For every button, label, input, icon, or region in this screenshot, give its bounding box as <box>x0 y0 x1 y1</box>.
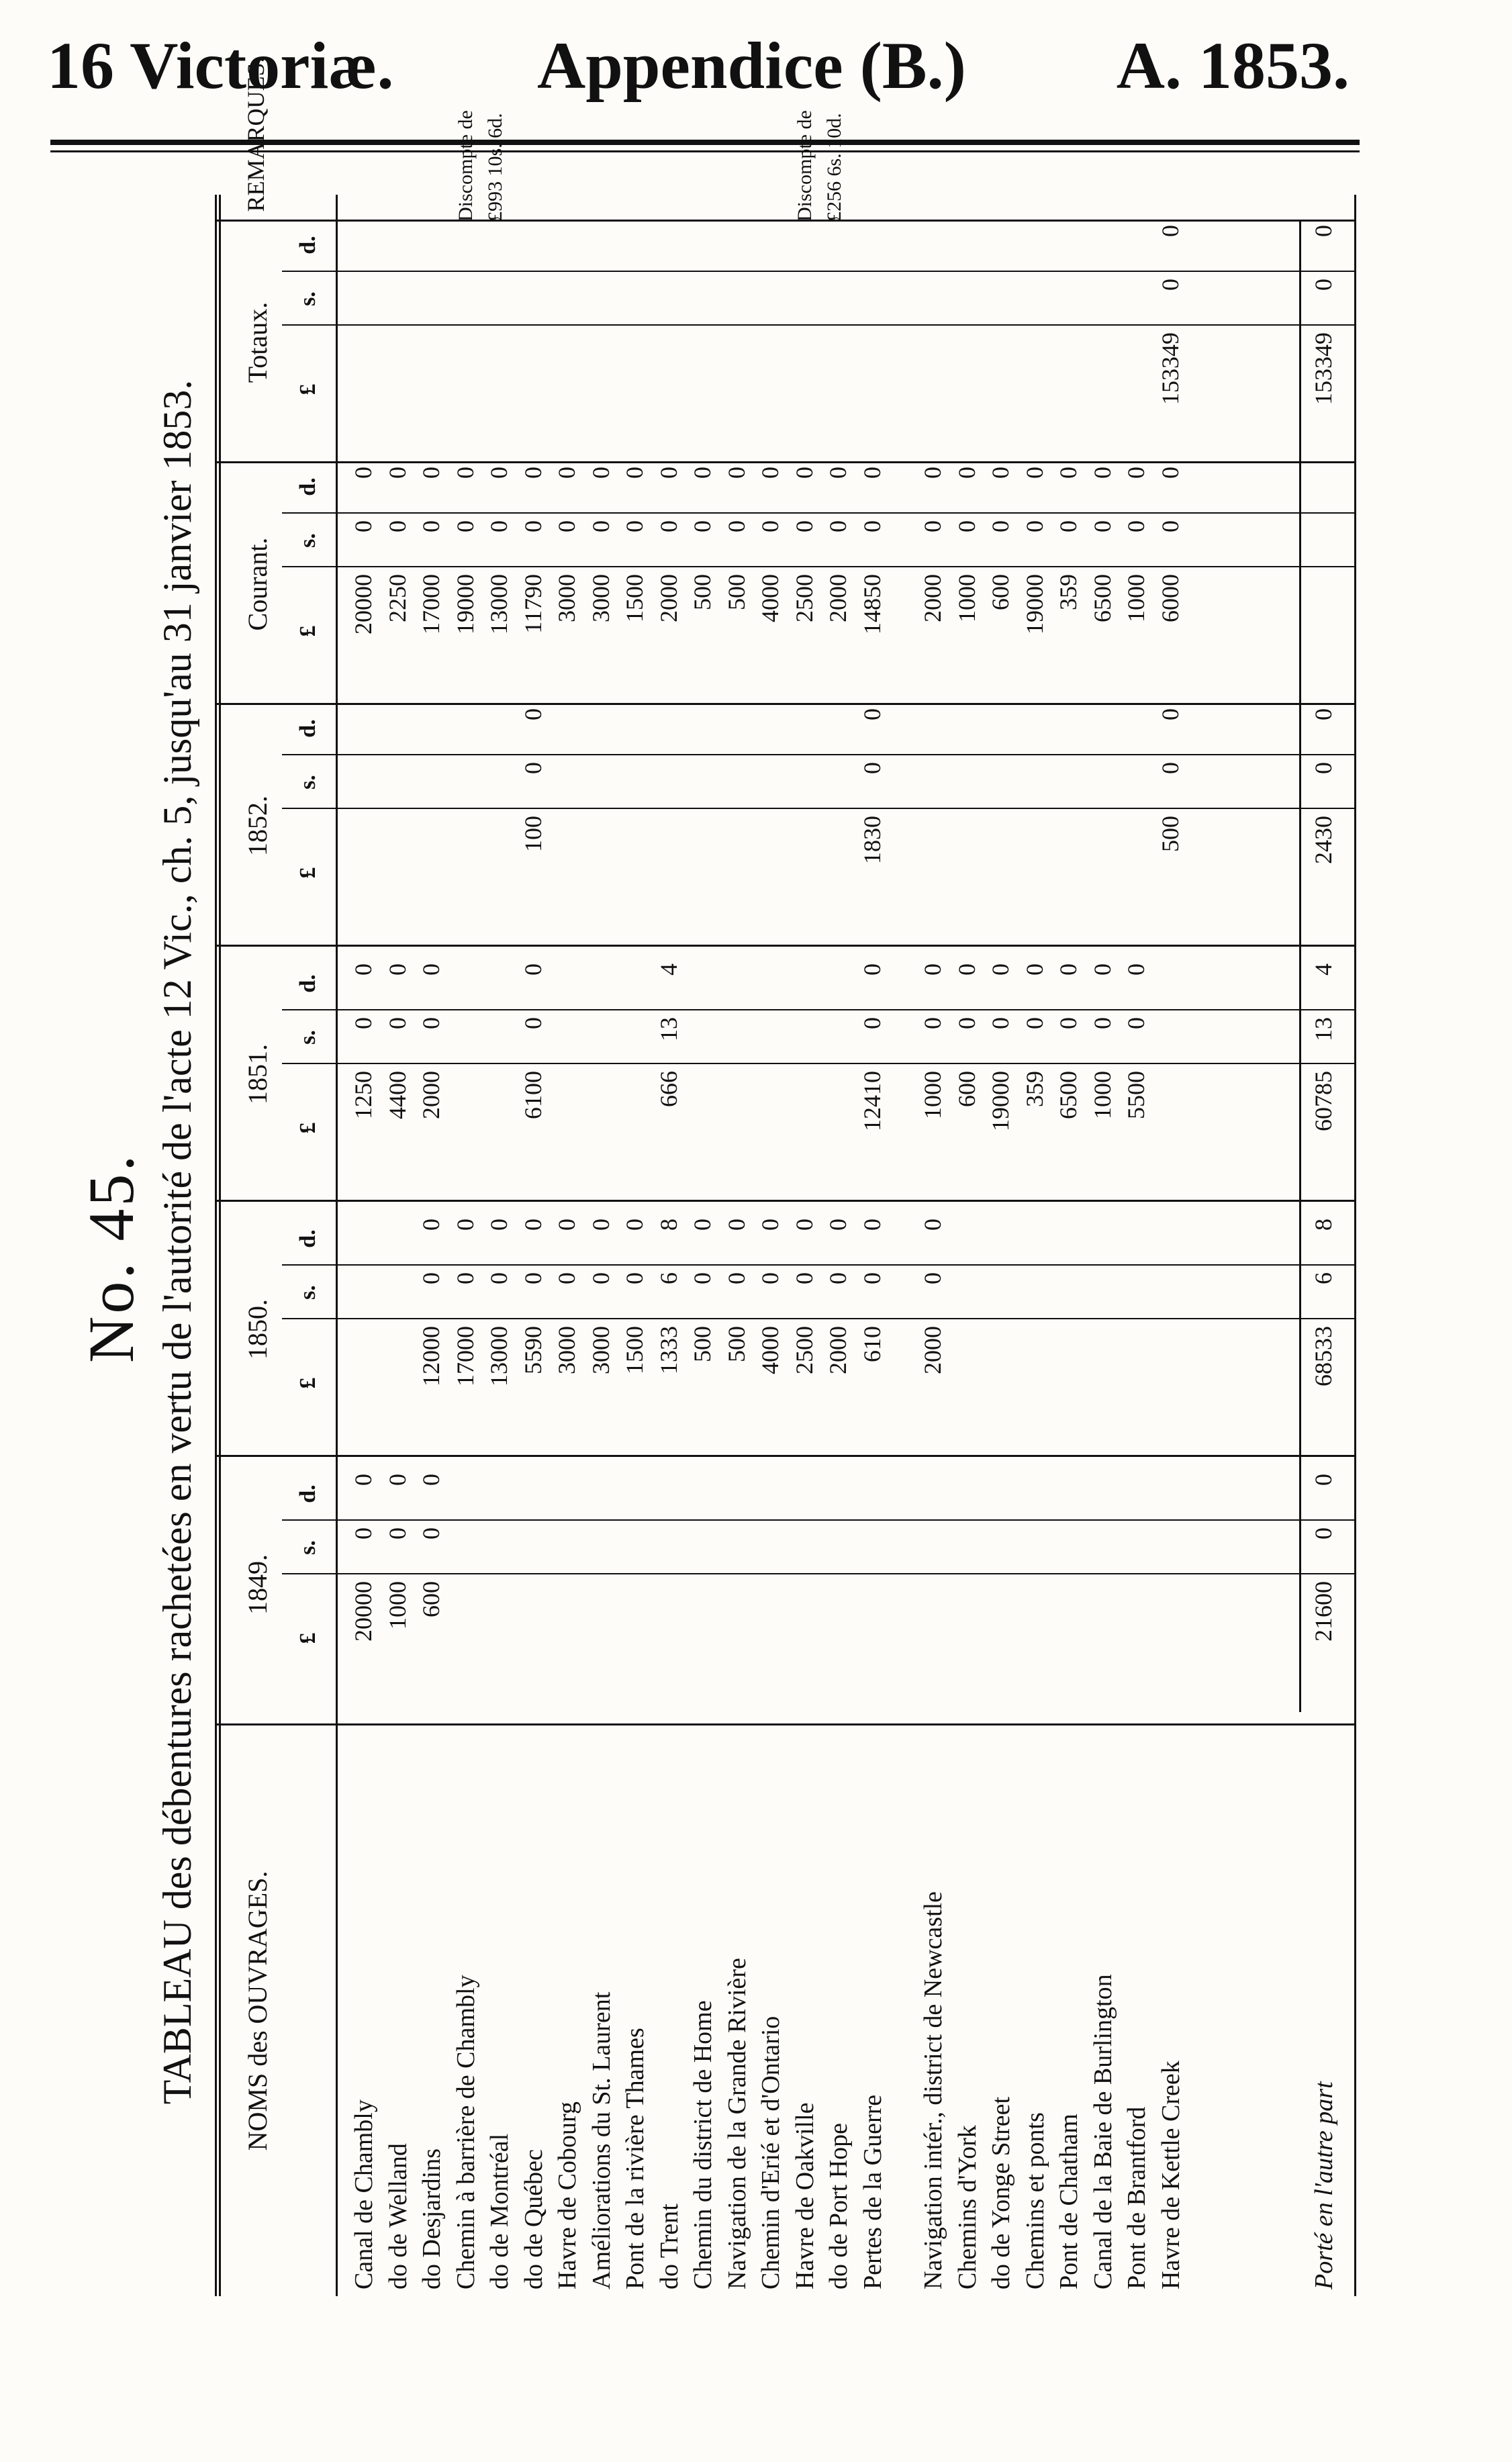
cell-pence: 0 <box>689 467 716 479</box>
cell-pence: 0 <box>418 467 444 479</box>
cell-pence: 0 <box>553 1219 580 1231</box>
cell-pound: 1000 <box>953 574 980 622</box>
unit-pound: £ <box>295 383 320 395</box>
cell-shilling: 0 <box>790 1272 818 1284</box>
cell-pence: 0 <box>1088 467 1116 479</box>
cell-pound: 1000 <box>1088 1071 1116 1119</box>
cell-pence: 0 <box>919 1219 946 1231</box>
cell-pound: 1250 <box>350 1071 377 1119</box>
cell-shilling: 0 <box>919 1272 946 1284</box>
cell-shilling: 0 <box>858 520 886 532</box>
total-pound: 68533 <box>1310 1326 1337 1386</box>
column-divider <box>215 220 1356 222</box>
remark-discount <box>790 110 849 222</box>
cell-pound: 666 <box>655 1071 682 1107</box>
cell-shilling: 0 <box>621 520 648 532</box>
cell-pence: 0 <box>519 963 547 976</box>
cell-pound: 3000 <box>587 574 614 622</box>
total-shilling: 0 <box>1310 1527 1337 1540</box>
cell-pence: 0 <box>790 1219 818 1231</box>
row-name: Pont de la rivière Thames <box>621 2028 649 2289</box>
total-pound: 153349 <box>1310 332 1337 405</box>
cell-pence: 0 <box>919 467 946 479</box>
cell-pence: 0 <box>987 963 1014 976</box>
cell-pence: 0 <box>519 708 547 720</box>
cell-pound: 600 <box>987 574 1014 610</box>
cell-shilling: 0 <box>350 1017 377 1029</box>
cell-pound: 5590 <box>519 1326 547 1374</box>
cell-shilling: 0 <box>858 1017 886 1029</box>
cell-pence: 0 <box>519 467 547 479</box>
col-header-1852: 1852. <box>242 796 273 856</box>
unit-pound: £ <box>295 1377 320 1389</box>
cell-pence: 0 <box>383 467 411 479</box>
total-pound: 21600 <box>1310 1581 1337 1642</box>
cell-shilling: 0 <box>587 1272 614 1284</box>
subcolumn-divider <box>282 808 1356 809</box>
row-name: Navigation de la Grande Rivière <box>722 1958 751 2289</box>
cell-pound: 359 <box>1055 574 1082 610</box>
cell-pound: 600 <box>953 1071 980 1107</box>
cell-shilling: 0 <box>722 520 750 532</box>
cell-pence: 0 <box>621 467 648 479</box>
subcolumn-divider <box>282 271 1356 272</box>
cell-pound: 2000 <box>824 574 851 622</box>
cell-shilling: 0 <box>1156 520 1184 532</box>
cell-shilling: 0 <box>722 1272 750 1284</box>
cell-pound: 2000 <box>919 574 946 622</box>
row-name: Chemin d'Erié et d'Ontario <box>757 2016 785 2289</box>
cell-pence: 0 <box>1156 708 1184 720</box>
cell-pence: 0 <box>587 1219 614 1231</box>
unit-pence: d. <box>295 236 320 254</box>
cell-pound: 500 <box>689 1326 716 1362</box>
cell-pence: 0 <box>1123 963 1149 976</box>
document-number: No. 45. <box>75 1152 147 1363</box>
cell-pound: 6100 <box>519 1071 547 1119</box>
cell-pound: 3000 <box>553 1326 580 1374</box>
cell-pence: 0 <box>655 467 682 479</box>
unit-shilling: s. <box>295 533 320 548</box>
cell-shilling: 0 <box>919 1017 946 1029</box>
row-name: do de Montréal <box>485 2133 514 2289</box>
cell-pence: 0 <box>790 467 818 479</box>
column-divider <box>215 703 1356 705</box>
cell-pound: 4400 <box>383 1071 411 1119</box>
cell-pound: 2000 <box>655 574 682 622</box>
cell-pence: 0 <box>485 1219 512 1231</box>
cell-shilling: 0 <box>1088 520 1116 532</box>
unit-pence: d. <box>295 1229 320 1248</box>
subcolumn-divider <box>282 754 1356 755</box>
cell-pence: 0 <box>485 467 512 479</box>
table-rule-top-inner <box>219 195 221 2296</box>
unit-pence: d. <box>295 1484 320 1503</box>
total-shilling: 13 <box>1310 1017 1337 1041</box>
row-name: Pertes de la Guerre <box>858 2094 887 2289</box>
col-header-courant: Courant. <box>242 537 273 631</box>
cell-pound: 1000 <box>1123 574 1149 622</box>
row-name: do Trent <box>655 2204 683 2289</box>
cell-pence: 0 <box>987 467 1014 479</box>
unit-pence: d. <box>295 974 320 993</box>
total-pence: 0 <box>1310 225 1337 237</box>
col-header-1849: 1849. <box>242 1554 273 1615</box>
cell-shilling: 0 <box>485 1272 512 1284</box>
row-name: Havre de Cobourg <box>553 2101 581 2289</box>
header-appendix: Appendice (B.) <box>537 28 966 103</box>
cell-pound: 19000 <box>451 574 479 634</box>
cell-pound: 12410 <box>858 1071 886 1131</box>
col-header-names: NOMS des OUVRAGES. <box>242 1871 273 2151</box>
row-name: Améliorations du St. Laurent <box>587 1991 616 2289</box>
cell-shilling: 0 <box>519 1017 547 1029</box>
cell-shilling: 0 <box>1055 1017 1082 1029</box>
cell-shilling: 0 <box>418 1017 444 1029</box>
cell-shilling: 0 <box>1088 1017 1116 1029</box>
unit-pound: £ <box>295 1122 320 1134</box>
subcolumn-divider <box>282 1009 1356 1010</box>
cell-pound: 600 <box>418 1581 444 1617</box>
cell-shilling: 0 <box>757 1272 784 1284</box>
cell-pound: 1000 <box>383 1581 411 1629</box>
cell-pound: 100 <box>519 816 547 852</box>
cell-pence: 0 <box>383 1474 411 1486</box>
col-header-1851: 1851. <box>242 1044 273 1104</box>
subtotal-totaux-pound: 153349 <box>1156 332 1184 405</box>
column-divider <box>215 1200 1356 1202</box>
cell-pence: 0 <box>689 1219 716 1231</box>
row-name: Chemin à barrière de Chambly <box>451 1975 480 2289</box>
cell-shilling: 0 <box>1123 520 1149 532</box>
cell-pound: 12000 <box>418 1326 444 1386</box>
unit-shilling: s. <box>295 775 320 790</box>
cell-pence: 0 <box>1021 467 1048 479</box>
cell-pence: 0 <box>722 1219 750 1231</box>
cell-pound: 20000 <box>350 1581 377 1642</box>
row-name: Chemins et ponts <box>1021 2112 1049 2289</box>
cell-pence: 0 <box>953 963 980 976</box>
total-pound: 60785 <box>1310 1071 1337 1131</box>
cell-shilling: 0 <box>350 1527 377 1540</box>
cell-shilling: 0 <box>919 520 946 532</box>
cell-shilling: 0 <box>418 1272 444 1284</box>
cell-shilling: 0 <box>451 1272 479 1284</box>
cell-pence: 0 <box>519 1219 547 1231</box>
table-rule-header <box>336 195 338 2296</box>
cell-shilling: 0 <box>987 1017 1014 1029</box>
cell-pence: 0 <box>858 467 886 479</box>
cell-shilling: 0 <box>689 1272 716 1284</box>
cell-pence: 0 <box>858 1219 886 1231</box>
cell-shilling: 0 <box>953 1017 980 1029</box>
cell-pence: 0 <box>418 963 444 976</box>
col-header-totaux: Totaux. <box>242 301 273 383</box>
subtotal-totaux-shilling: 0 <box>1156 279 1184 291</box>
cell-pence: 0 <box>953 467 980 479</box>
subcolumn-divider <box>282 512 1356 514</box>
row-name: Chemin du district de Home <box>689 2000 717 2289</box>
unit-pound: £ <box>295 625 320 637</box>
cell-shilling: 0 <box>587 520 614 532</box>
cell-pence: 0 <box>621 1219 648 1231</box>
unit-shilling: s. <box>295 1030 320 1045</box>
unit-pound: £ <box>295 1632 320 1644</box>
remark-line: Discompte de <box>454 110 477 222</box>
cell-pound: 500 <box>722 1326 750 1362</box>
cell-pence: 0 <box>451 1219 479 1231</box>
cell-pence: 0 <box>1088 963 1116 976</box>
total-shilling: 0 <box>1310 762 1337 774</box>
cell-pence: 0 <box>383 963 411 976</box>
cell-pound: 2000 <box>919 1326 946 1374</box>
row-name: do de Welland <box>383 2143 412 2289</box>
cell-pence: 0 <box>858 708 886 720</box>
cell-shilling: 0 <box>383 1527 411 1540</box>
cell-pound: 500 <box>1156 816 1184 852</box>
row-name: Canal de Chambly <box>350 2099 378 2289</box>
column-divider <box>215 945 1356 947</box>
col-header-remarques: REMARQUES. <box>242 56 269 212</box>
cell-shilling: 0 <box>987 520 1014 532</box>
cell-pound: 1830 <box>858 816 886 864</box>
cell-pence: 0 <box>350 467 377 479</box>
row-name: Havre de Oakville <box>790 2102 819 2289</box>
cell-pound: 2500 <box>790 574 818 622</box>
cell-pound: 500 <box>689 574 716 610</box>
row-name: Canal de la Baie de Burlington <box>1088 1974 1117 2289</box>
cell-pound: 359 <box>1021 1071 1048 1107</box>
cell-shilling: 0 <box>953 520 980 532</box>
cell-shilling: 0 <box>519 520 547 532</box>
cell-shilling: 0 <box>824 1272 851 1284</box>
cell-pound: 610 <box>858 1326 886 1362</box>
cell-pence: 0 <box>1055 467 1082 479</box>
table-rule-top <box>215 195 217 2296</box>
cell-shilling: 6 <box>655 1272 682 1284</box>
cell-pound: 2250 <box>383 574 411 622</box>
cell-pence: 0 <box>858 963 886 976</box>
cell-pence: 0 <box>824 467 851 479</box>
cell-shilling: 0 <box>824 520 851 532</box>
cell-shilling: 0 <box>418 520 444 532</box>
total-pound: 2430 <box>1310 816 1337 864</box>
cell-shilling: 0 <box>1021 1017 1048 1029</box>
col-header-1850: 1850. <box>242 1299 273 1360</box>
cell-pence: 0 <box>451 467 479 479</box>
cell-shilling: 0 <box>553 520 580 532</box>
cell-pound: 6500 <box>1055 1071 1082 1119</box>
cell-pound: 4000 <box>757 1326 784 1374</box>
total-pence: 0 <box>1310 708 1337 720</box>
table-title: TABLEAU des débentures rachetées en vertu de l'autorité de l'acte 12 Vic., ch. 5, jusqu'au 31 janvier 1853. <box>155 379 199 2105</box>
subcolumn-divider <box>282 1264 1356 1266</box>
cell-shilling: 0 <box>1123 1017 1149 1029</box>
cell-pound: 20000 <box>350 574 377 634</box>
cell-pence: 0 <box>587 467 614 479</box>
cell-pound: 500 <box>722 574 750 610</box>
remark-discount <box>451 110 510 222</box>
column-divider <box>215 1723 1356 1725</box>
cell-pound: 13000 <box>485 574 512 634</box>
unit-shilling: s. <box>295 1540 320 1555</box>
cell-pence: 0 <box>1055 963 1082 976</box>
cell-shilling: 0 <box>383 1017 411 1029</box>
unit-shilling: s. <box>295 291 320 306</box>
cell-pence: 0 <box>553 467 580 479</box>
remark-line: Discompte de <box>793 110 816 222</box>
cell-pound: 5500 <box>1123 1071 1149 1119</box>
cell-pound: 3000 <box>553 574 580 622</box>
cell-shilling: 0 <box>519 1272 547 1284</box>
cell-pound: 1500 <box>621 1326 648 1374</box>
total-rule <box>1299 222 1301 1712</box>
cell-pence: 4 <box>655 963 682 976</box>
column-divider <box>215 1455 1356 1457</box>
row-name: do de Port Hope <box>824 2122 853 2289</box>
cell-pence: 0 <box>418 1219 444 1231</box>
cell-shilling: 0 <box>485 520 512 532</box>
row-name: Havre de Kettle Creek <box>1156 2061 1185 2289</box>
cell-shilling: 0 <box>1156 762 1184 774</box>
cell-shilling: 0 <box>757 520 784 532</box>
cell-shilling: 0 <box>858 762 886 774</box>
cell-shilling: 0 <box>451 520 479 532</box>
row-name: do Desjardins <box>418 2148 446 2289</box>
cell-pound: 1500 <box>621 574 648 622</box>
remark-amount: £993 10s. 6d. <box>483 113 506 222</box>
cell-pence: 0 <box>757 467 784 479</box>
cell-pound: 19000 <box>987 1071 1014 1131</box>
cell-pound: 17000 <box>418 574 444 634</box>
cell-pence: 0 <box>1123 467 1149 479</box>
remark-amount: £256 6s. 10d. <box>822 113 845 222</box>
unit-pence: d. <box>295 719 320 738</box>
cell-pence: 0 <box>824 1219 851 1231</box>
cell-pound: 1333 <box>655 1326 682 1374</box>
cell-pence: 0 <box>1021 963 1048 976</box>
unit-pound: £ <box>295 867 320 879</box>
row-name: do de Yonge Street <box>987 2096 1015 2289</box>
subtotal-totaux-pence: 0 <box>1156 225 1184 237</box>
cell-pound: 2500 <box>790 1326 818 1374</box>
total-pence: 4 <box>1310 963 1337 976</box>
unit-shilling: s. <box>295 1285 320 1300</box>
cell-shilling: 0 <box>350 520 377 532</box>
cell-shilling: 0 <box>655 520 682 532</box>
cell-pound: 2000 <box>418 1071 444 1119</box>
cell-shilling: 0 <box>418 1527 444 1540</box>
cell-pound: 4000 <box>757 574 784 622</box>
cell-shilling: 0 <box>553 1272 580 1284</box>
header-year: A. 1853. <box>1116 28 1350 103</box>
cell-pound: 2000 <box>824 1326 851 1374</box>
subcolumn-divider <box>282 1063 1356 1064</box>
row-name: Pont de Chatham <box>1055 2114 1083 2289</box>
total-pence: 0 <box>1310 1474 1337 1486</box>
cell-pound: 13000 <box>485 1326 512 1386</box>
total-pence: 8 <box>1310 1219 1337 1231</box>
cell-shilling: 0 <box>858 1272 886 1284</box>
subcolumn-divider <box>282 566 1356 567</box>
cell-shilling: 13 <box>655 1017 682 1041</box>
cell-pence: 0 <box>350 1474 377 1486</box>
cell-pence: 0 <box>722 467 750 479</box>
row-name: Navigation intér., district de Newcastle <box>919 1891 947 2289</box>
subcolumn-divider <box>282 1318 1356 1319</box>
total-shilling: 0 <box>1310 279 1337 291</box>
cell-pence: 0 <box>757 1219 784 1231</box>
table-rule-bottom <box>1354 195 1356 2296</box>
total-shilling: 6 <box>1310 1272 1337 1284</box>
row-name: Pont de Brantford <box>1123 2106 1151 2289</box>
cell-pound: 6000 <box>1156 574 1184 622</box>
subcolumn-divider <box>282 1519 1356 1521</box>
column-divider <box>215 461 1356 463</box>
cell-pound: 1000 <box>919 1071 946 1119</box>
cell-pence: 0 <box>919 963 946 976</box>
cell-pound: 19000 <box>1021 574 1048 634</box>
cell-pound: 14850 <box>858 574 886 634</box>
cell-shilling: 0 <box>1055 520 1082 532</box>
row-name: Chemins d'York <box>953 2125 982 2289</box>
total-label: Porté en l'autre part <box>1310 2081 1338 2289</box>
cell-pence: 0 <box>350 963 377 976</box>
subcolumn-divider <box>282 324 1356 326</box>
cell-pound: 11790 <box>519 574 547 634</box>
cell-pound: 17000 <box>451 1326 479 1386</box>
cell-shilling: 0 <box>790 520 818 532</box>
cell-shilling: 0 <box>383 520 411 532</box>
cell-shilling: 0 <box>621 1272 648 1284</box>
cell-shilling: 0 <box>519 762 547 774</box>
header-session: 16 Victoriæ. <box>47 28 394 103</box>
cell-pence: 0 <box>418 1474 444 1486</box>
cell-shilling: 0 <box>689 520 716 532</box>
cell-shilling: 0 <box>1021 520 1048 532</box>
row-name: do de Québec <box>519 2149 548 2289</box>
cell-pound: 6500 <box>1088 574 1116 622</box>
cell-pence: 0 <box>1156 467 1184 479</box>
cell-pound: 3000 <box>587 1326 614 1374</box>
unit-pence: d. <box>295 477 320 496</box>
subcolumn-divider <box>282 1573 1356 1574</box>
cell-pence: 8 <box>655 1219 682 1231</box>
